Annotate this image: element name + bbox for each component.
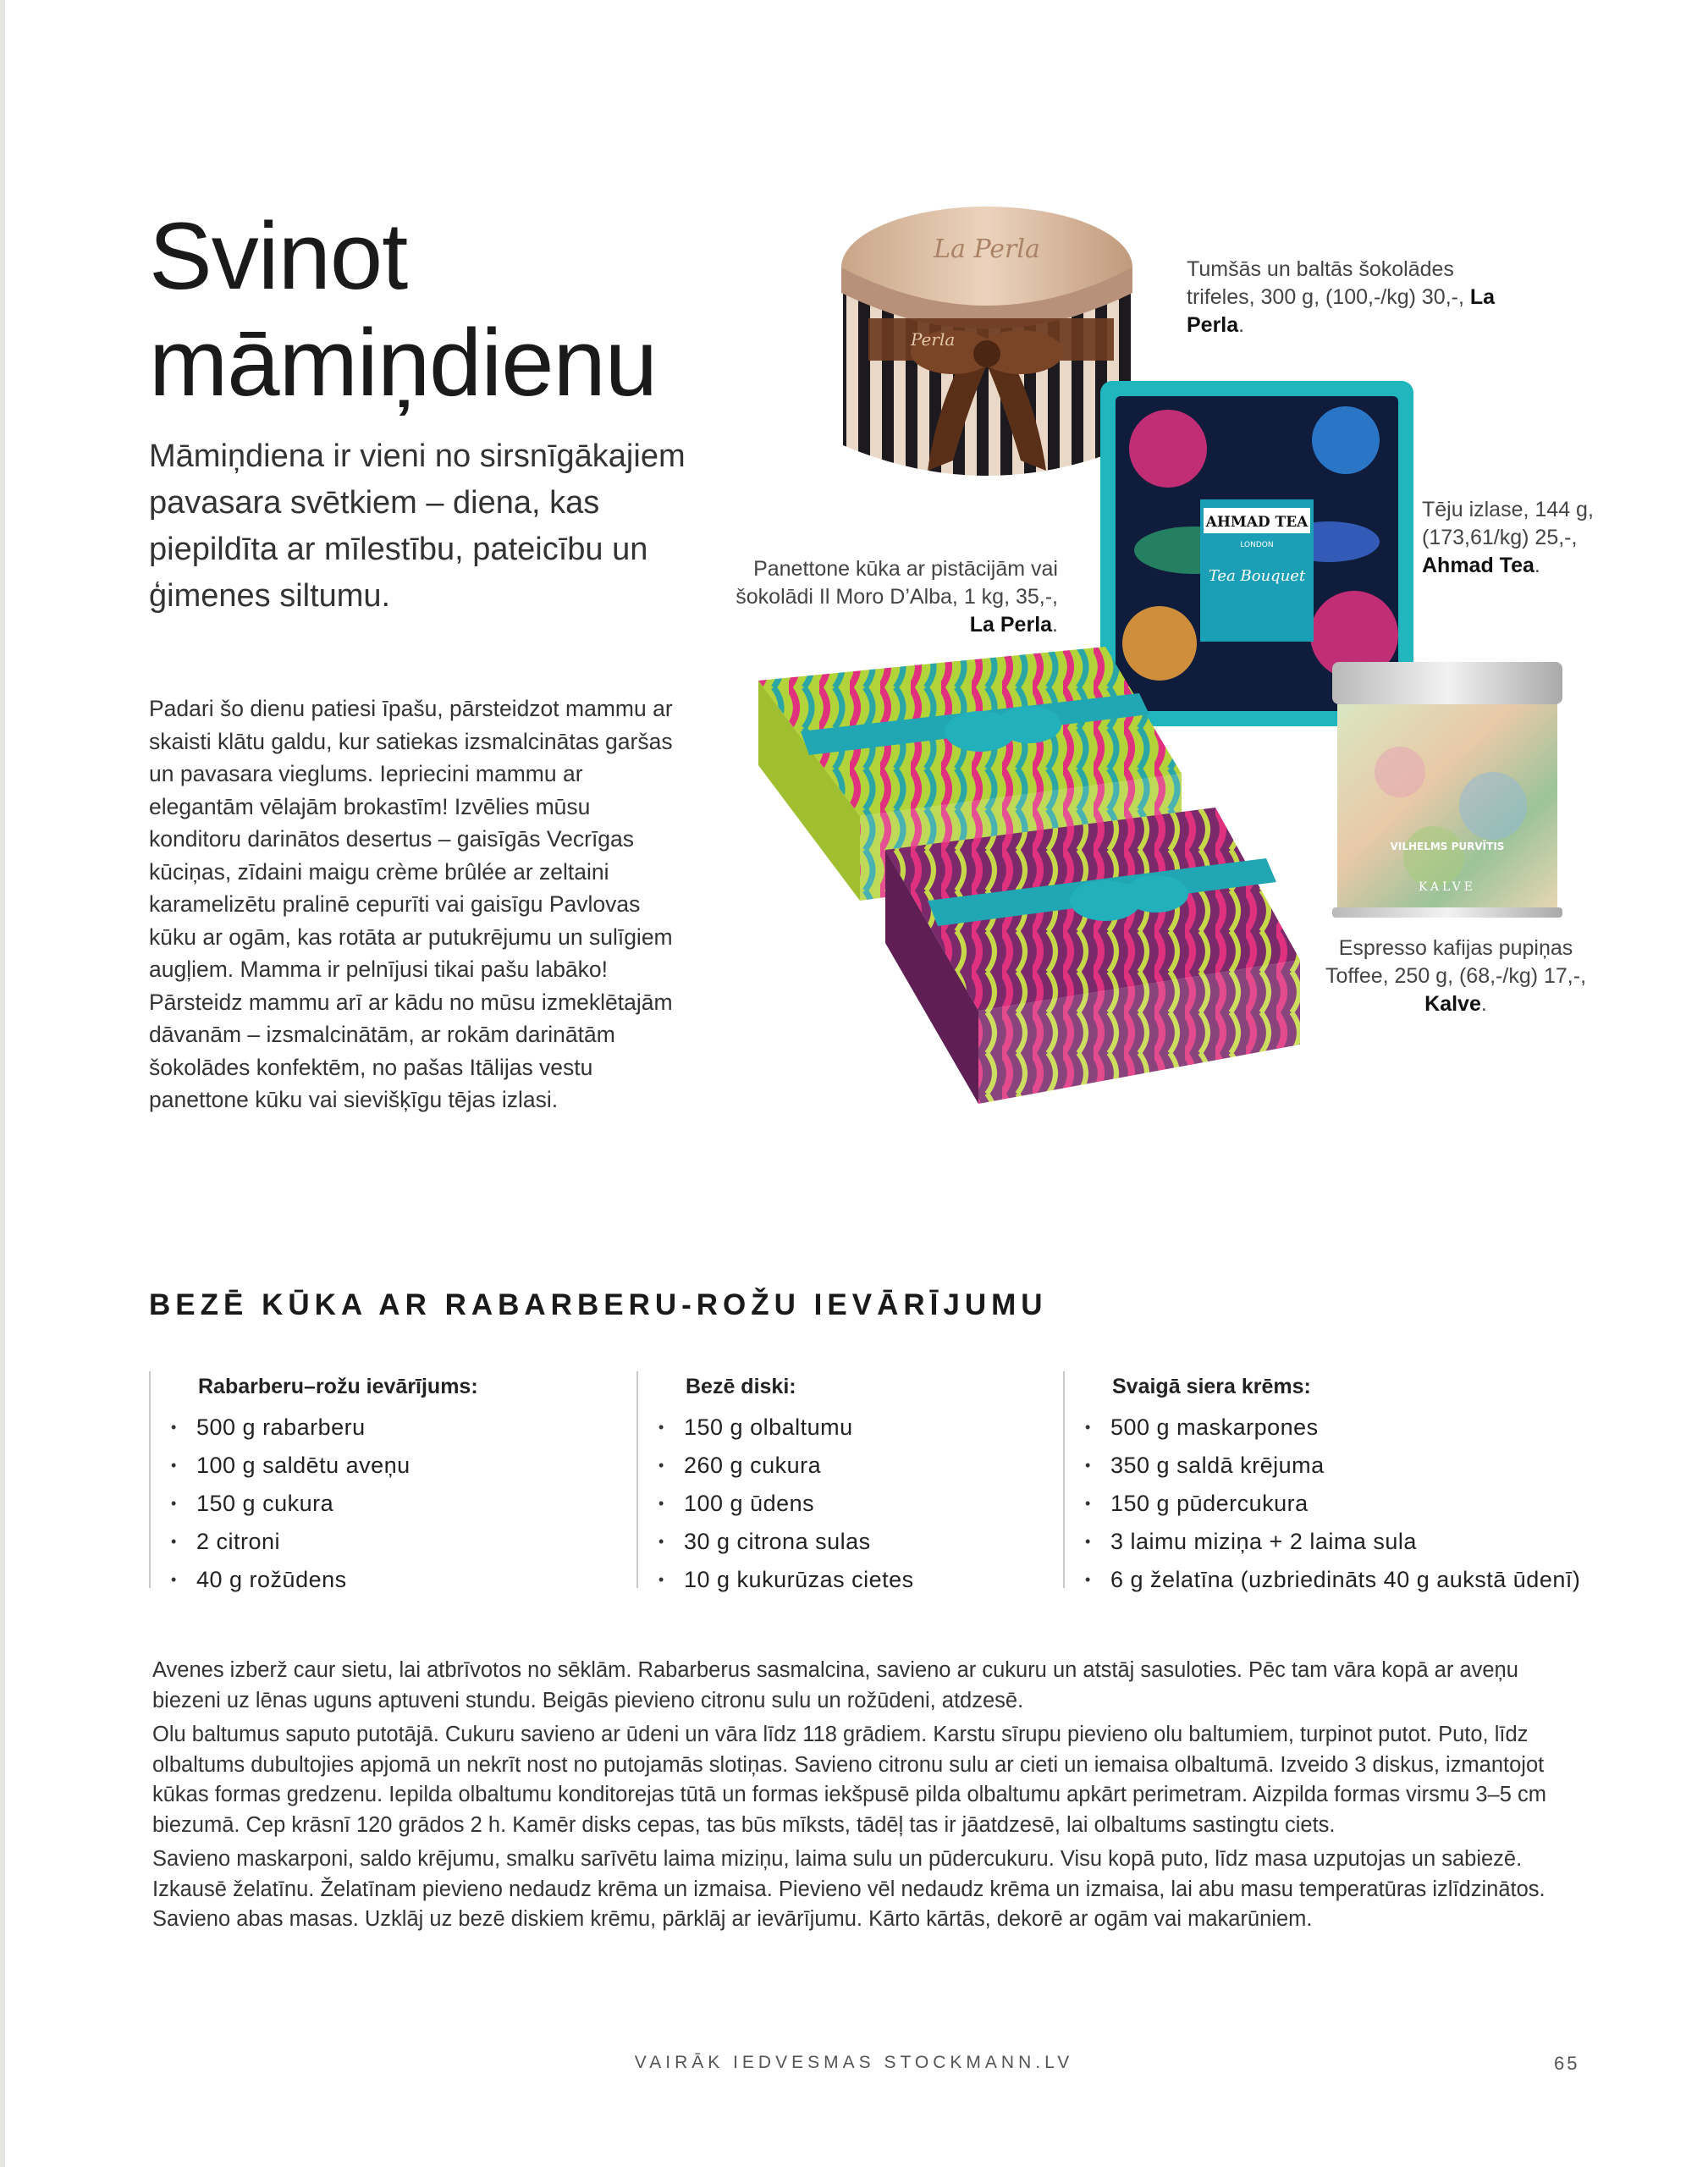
coffee-label: VILHELMS PURVĪTIS — [1390, 841, 1505, 852]
ingredient-item: • 40 g rožūdens — [151, 1561, 623, 1599]
caption-panettone: Panettone kūka ar pistācijām vai šokolādi Il Moro D’Alba, 1 kg, 35,-, La Perla. — [736, 557, 1058, 637]
ingredient-item: • 30 g citrona sulas — [638, 1523, 1051, 1561]
caption-truffles-text: Tumšās un baltās šokolādes trifeles, 300 g, (100,-/kg) 30,-, — [1187, 257, 1464, 309]
body-paragraph: Padari šo dienu patiesi īpašu, pārsteidzot mammu ar skaisti klātu galdu, kur satiekas izsmalcinātas garšas un pavasara vieglums. Iepriecini mammu ar elegantām vēlajām brokastīm! Izvēlies mūsu konditoru darinātos desertus – gaisīgās Vecrīgas kūciņas, zīdaini maigu crème brûlée ar zeltaini karamelizētu pralinē cepurīti vai gaisīgu Pavlovas kūku ar ogām, kas rotāta ar putukrējumu un sulīgiem augļiem. Mamma ir pelnījusi tikai pašu labāko! Pārsteidz mammu arī ar kādu no mūsu izmeklētajām dāvanām – izsmalcinātām, ar rokām darinātām šokolādes konfektēm, no pašas Itālijas vestu panettone kūku vai sievišķīgu tējas izlasi. — [149, 696, 673, 1112]
caption-panettone-brand: La Perla — [969, 613, 1053, 637]
method-step: Savieno maskarponi, saldo krējumu, smalku sarīvētu laima miziņu, laima sulu un pūdercukuru. Visu kopā puto, līdz masa uzputojas un sabiezē. Izkausē želatīnu. Želatīnam pievieno nedaudz krēma un izmaisa. Pievieno vēl nedaudz krēma un izmaisa, lai abu masu temperatūras izlīdzinātos. Savieno abas masas. Uzklāj uz bezē diskiem krēmu, pārklāj ar ievārījumu. Kārto kārtās, dekorē ar ogām vai makarūniem. — [152, 1847, 1545, 1931]
ingredient-item: • 2 citroni — [151, 1523, 623, 1561]
ingredient-group-heading: Svaigā siera krēms: — [1112, 1375, 1311, 1398]
ingredient-item: • 500 g maskarpones — [1065, 1409, 1622, 1447]
lead-paragraph: Māmiņdiena ir vieni no sirsnīgākajiem pavasara svētkiem – diena, kas piepildīta ar mīlestību, pateicību un ģimenes siltumu. — [149, 438, 686, 614]
caption-truffles: Tumšās un baltās šokolādes trifeles, 300 g, (100,-/kg) 30,-, La Perla. — [1187, 257, 1496, 337]
tea-script-label: Tea Bouquet — [1208, 567, 1306, 585]
caption-coffee-text: Espresso kafijas pupiņas Toffee, 250 g, (68,-/kg) 17,-, — [1325, 936, 1587, 988]
ingredient-list — [638, 1409, 1051, 1599]
caption-coffee-brand: Kalve — [1424, 992, 1481, 1016]
caption-tea: Tēju izlase, 144 g, (173,61/kg) 25,-, Ahmad Tea. — [1422, 498, 1594, 577]
ingredient-item: • 100 g saldētu aveņu — [151, 1447, 623, 1485]
caption-tea-brand: Ahmad Tea — [1422, 554, 1534, 577]
ingredient-list — [1065, 1409, 1622, 1599]
ingredient-item: • 100 g ūdens — [638, 1485, 1051, 1523]
caption-tea-text: Tēju izlase, 144 g, (173,61/kg) 25,-, — [1422, 498, 1594, 549]
recipe-method — [152, 1656, 1591, 1939]
ingredient-item: • 150 g pūdercukura — [1065, 1485, 1622, 1523]
tea-sub-label: LONDON — [1240, 541, 1274, 549]
caption-panettone-text: Panettone kūka ar pistācijām vai šokolādi Il Moro D’Alba, 1 kg, 35,-, — [736, 557, 1058, 609]
coffee-brand-label: KALVE — [1419, 880, 1476, 894]
ingredient-item: • 150 g olbaltumu — [638, 1409, 1051, 1447]
ingredient-item: • 500 g rabarberu — [151, 1409, 623, 1447]
tin-lid-text: La Perla — [934, 234, 1040, 264]
page-title — [149, 203, 657, 416]
ingredient-item: • 3 laimu miziņa + 2 laima sula — [1065, 1523, 1622, 1561]
caption-truffles-brand: La Perla — [1187, 285, 1496, 337]
method-step: Avenes izberž caur sietu, lai atbrīvotos no sēklām. Rabarberus sasmalcina, savieno ar cukuru un atstāj sasuloties. Pēc tam vāra kopā ar aveņu biezeni uz lēnas uguns aptuveni stundu. Beigās pievieno citronu sulu un rožūdeni, atdzesē. — [152, 1658, 1518, 1712]
ingredient-item: • 150 g cukura — [151, 1485, 623, 1523]
page-edge — [0, 0, 5, 2167]
kalve-coffee-tin — [1332, 662, 1562, 918]
ingredient-group-jam — [149, 1371, 623, 1592]
title-line-1: Svinot — [149, 203, 408, 309]
tea-brand-label: AHMAD TEA — [1205, 514, 1309, 531]
ingredient-list — [151, 1409, 623, 1599]
ingredient-item: • 10 g kukurūzas cietes — [638, 1561, 1051, 1599]
ingredient-group-heading: Bezē diski: — [686, 1375, 796, 1398]
page-number: 65 — [1554, 2053, 1580, 2074]
la-perla-truffle-tin — [835, 191, 1139, 506]
ingredient-group-cream — [1063, 1371, 1622, 1592]
ribbon-text: Perla — [911, 329, 956, 350]
caption-coffee: Espresso kafijas pupiņas Toffee, 250 g, (68,-/kg) 17,-, Kalve. — [1325, 936, 1587, 1016]
title-line-2: māmiņdienu — [149, 310, 658, 416]
ingredient-group-meringue — [636, 1371, 1051, 1592]
panettone-gift-boxes — [758, 647, 1327, 1111]
ingredient-item: • 260 g cukura — [638, 1447, 1051, 1485]
recipe-title: BEZĒ KŪKA AR RABARBERU-ROŽU IEVĀRĪJUMU — [149, 1288, 1048, 1321]
ingredient-item: • 6 g želatīna (uzbriedināts 40 g aukstā ūdenī) — [1065, 1561, 1622, 1599]
footer-link-text: VAIRĀK IEDVESMAS STOCKMANN.LV — [634, 2053, 1074, 2072]
ingredient-item: • 350 g saldā krējuma — [1065, 1447, 1622, 1485]
method-step: Olu baltumus saputo putotājā. Cukuru savieno ar ūdeni un vāra līdz 118 grādiem. Karstu sīrupu pievieno olu baltumiem, turpinot putot. Puto, līdz olbaltums dubultojies apjomā un nekrīt nost no putojamās slotiņas. Savieno citronu sulu ar cieti un iemaisa olbaltumā. Izveido 3 diskus, izmantojot kūkas formas gredzenu. Iepilda olbaltumu konditorejas tūtā un formas iekšpusē pilda olbaltumu apkārt perimetram. Aizpilda formas virsmu 3–5 cm biezumā. Cep krāsnī 120 grādos 2 h. Kamēr disks cepas, tas būs mīksts, tādēļ tas ir jāatdzesē, lai olbaltums sastingtu ciets. — [152, 1723, 1546, 1837]
ingredient-group-heading: Rabarberu–rožu ievārījums: — [198, 1375, 478, 1398]
